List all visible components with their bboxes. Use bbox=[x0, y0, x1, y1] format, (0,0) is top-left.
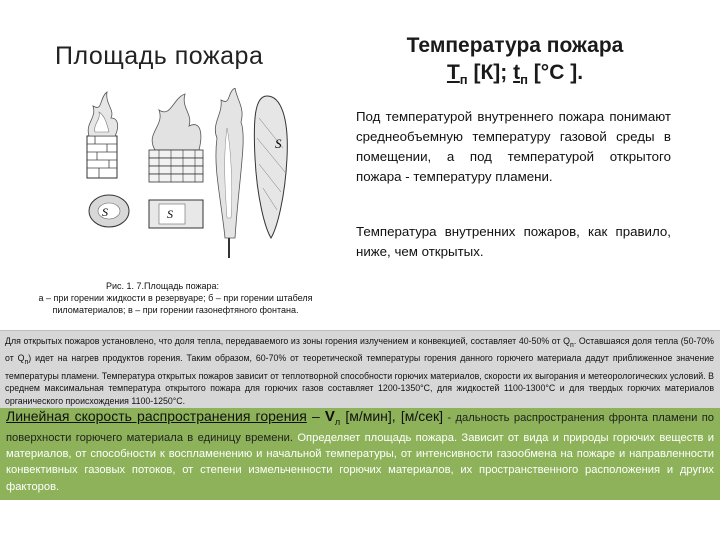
linear-speed-details: Определяет площадь пожара. Зависит от вида и природы горючих веществ и материалов, от способности к воспламенению и начальной температуры, от интенсивности газообмена на пожаре и направленности конвективных газовых потоков, от степени измельченности горючих материалов, их пространственного расположения и других факторов. bbox=[6, 432, 714, 493]
figure-caption bbox=[38, 280, 313, 316]
slide-title-left: Площадь пожара bbox=[55, 42, 264, 70]
linear-speed-sub: л bbox=[334, 416, 341, 427]
linear-speed-symbol: V bbox=[324, 408, 335, 425]
title-right-line1: Температура пожара bbox=[406, 34, 624, 57]
figure-label-s3: S bbox=[275, 136, 282, 151]
gray-text-part1: Для открытых пожаров установлено, что доля тепла, передаваемого из зоны горения излучением и конвекцией, составляет 40-50% от Q bbox=[5, 336, 571, 346]
linear-speed-term-text: Линейная скорость распространения горения bbox=[6, 408, 307, 424]
gray-text-part2: . Оставшаяся доля тепла (50-70% от Q bbox=[5, 336, 715, 364]
linear-speed-units: [м/мин], [м/сек] bbox=[340, 408, 444, 424]
title-right-line2 bbox=[370, 59, 660, 93]
linear-speed-term bbox=[6, 408, 444, 427]
linear-speed-box bbox=[0, 408, 720, 500]
linear-speed-dash: – bbox=[306, 408, 325, 424]
title-unit-1: [К]; bbox=[467, 61, 514, 84]
open-fire-info-box bbox=[0, 330, 720, 410]
figure-b-timber bbox=[149, 94, 203, 228]
linear-speed-definition: - дальность распространения фронта пламени по поверхности горючего материала в единицу времени. bbox=[6, 412, 714, 444]
title-symbol-T: Т bbox=[446, 61, 460, 84]
gray-text-part3: ) идет на нагрев продуктов горения. Таким образом, 60-70% от теоретической температуры горения данного горючего материала дадут приближенное значение температуры пламени. Температура открытых пожаров зависит от теплотворной способности горючих материалов, скорости их выгорания и метеорологических условий. В среднем максимальная температура открытого пожара для горючих газов составляет 1200-1350°С, для жидкостей 1100-1300°С и для твердых горючих материалов органического происхождения 1100-1250°С. bbox=[5, 353, 715, 406]
open-fire-info-text bbox=[5, 335, 714, 407]
definition-text: Под температурой внутреннего пожара понимают среднеобъемную температуру газовой среды в помещении, а под температурой открытого пожара - температуру пламени. bbox=[356, 109, 671, 184]
title-sub-2: п bbox=[520, 72, 528, 88]
title-symbol-t: t bbox=[513, 61, 521, 84]
gray-sub-1: п bbox=[570, 341, 574, 349]
caption-line2: а – при горении жидкости в резервуаре; б – при горении штабеля пиломатериалов; в – при горении газонефтяного фонтана. bbox=[38, 293, 313, 315]
figure-c-fountain bbox=[215, 88, 287, 258]
linear-speed-text bbox=[6, 408, 714, 495]
gray-sub-2: п bbox=[24, 359, 29, 367]
caption-line1: Рис. 1. 7.Площадь пожара: bbox=[106, 281, 220, 291]
fire-area-illustration bbox=[75, 88, 315, 266]
figure-label-s2: S bbox=[167, 207, 173, 221]
slide-title-right bbox=[370, 32, 660, 93]
title-unit-2: [°С ]. bbox=[527, 61, 584, 84]
figure-a-tank bbox=[87, 92, 129, 227]
title-sub-1: п bbox=[459, 72, 468, 88]
definition-text-2: Температура внутренних пожаров, как правило, ниже, чем открытых. bbox=[356, 224, 671, 259]
figure-label-s1: S bbox=[102, 205, 108, 219]
